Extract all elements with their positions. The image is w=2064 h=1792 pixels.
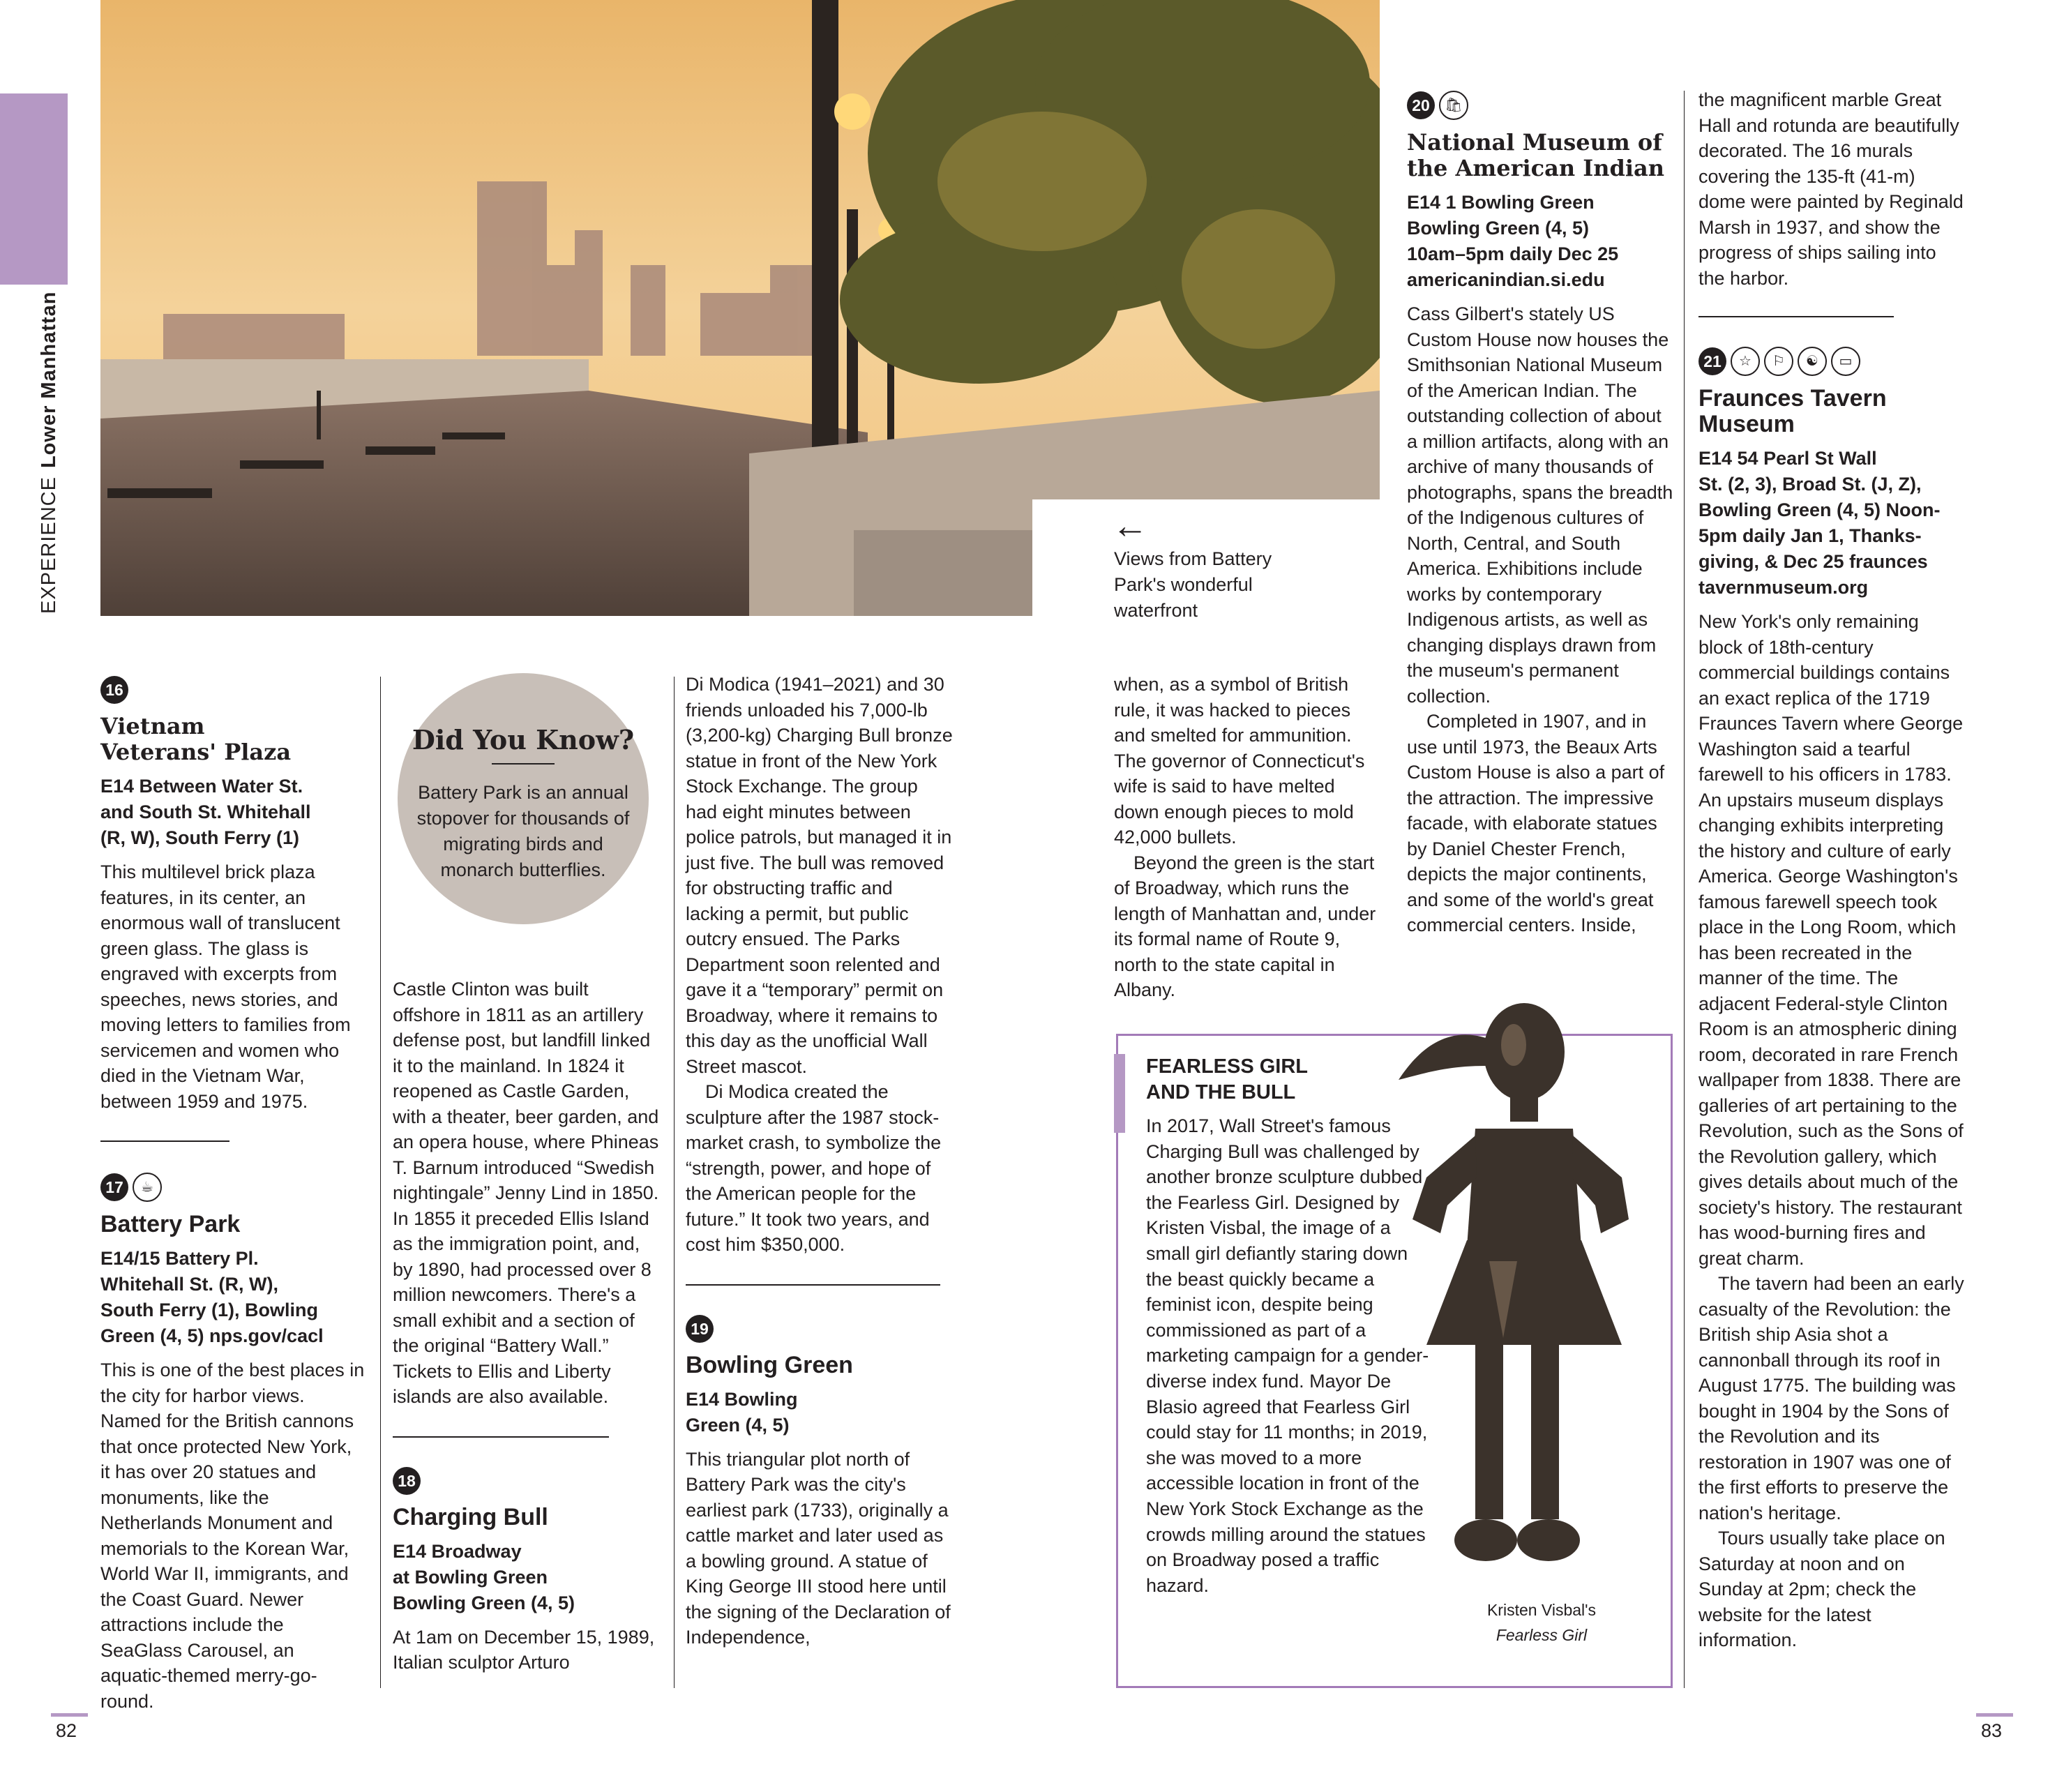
- info-line: E14 Bowling: [686, 1388, 798, 1410]
- info-line: E14 1 Bowling Green: [1407, 192, 1595, 213]
- feature-box-body: In 2017, Wall Street's famous Charging Bull was challenged by another bronze sculpture dubbed the Fearless Girl. Designed by Kristen Visbal, the image of a small girl defiantly staring down the beast quickly became a feminist icon, despite being commissioned as part of a marketing campaign for a gender-diverse index fund. Mayor De Blasio agreed that Fearless Girl could stay for 11 months; in 2019, she was moved to a more accessible location in front of the New York Stock Exchange as the crowds milling around the statues on Broadway posed a traffic hazard.: [1146, 1115, 1429, 1596]
- entry-body-2: The tavern had been an early casualty of the Revolution: the British ship Asia shot a cannonball through its roof in August 1775. The building was bought in 1904 by the Sons of the Revolution and its restoration in 1907 was one of the first efforts to preserve the nation's heritage.: [1698, 1273, 1964, 1523]
- bowling-green-text: when, as a symbol of British rule, it was hacked to pieces and smelted for ammunition. The governor of Connecticut's wife is said to have melted down enough pieces to mold 42,000 bullets.: [1114, 674, 1365, 848]
- fearless-girl-photo: [1399, 996, 1632, 1596]
- feature-box-accent: [1114, 1054, 1125, 1133]
- column-1: [100, 676, 366, 1714]
- entry-info: [686, 1387, 954, 1438]
- entry-info: [393, 1539, 661, 1616]
- feature-box-title-line: AND THE BULL: [1146, 1081, 1296, 1104]
- entry-title-line: National Museum of: [1407, 129, 1662, 156]
- entry-info: [100, 774, 366, 851]
- info-line: Green (4, 5) nps.gov/cacl: [100, 1325, 324, 1346]
- info-line: Bowling Green (4, 5): [393, 1592, 575, 1613]
- info-line: at Bowling Green: [393, 1566, 548, 1588]
- did-you-know-rule: [492, 763, 555, 765]
- entry-title: Bowling Green: [686, 1351, 853, 1378]
- entry-title-line: Fraunces Tavern: [1698, 385, 1887, 412]
- entry-number: 18: [393, 1467, 421, 1495]
- divider: [686, 1284, 940, 1286]
- entry-body: This is one of the best places in the city for harbor views. Named for the British cannons that once protected New York, it has over 20 statues and monuments, like the Netherlands Monument and memorials to the Korean War, World War II, immigrants, and the Coast Guard. Newer attractions include the SeaGlass Carousel, an aquatic-themed merry-go-round.: [100, 1360, 365, 1712]
- did-you-know-title: Did You Know?: [412, 724, 635, 755]
- entry-body-3: Tours usually take place on Saturday at noon and on Sunday at 2pm; check the website for the latest information.: [1698, 1528, 1945, 1650]
- info-line: Whitehall St. (R, W),: [100, 1274, 278, 1295]
- page-number-rule-left: [51, 1713, 88, 1717]
- info-line: 5pm daily Jan 1, Thanks-: [1698, 525, 1922, 546]
- bowling-green-text-2: Beyond the green is the start of Broadway, which runs the length of Manhattan and, under its formal name of Route 9, north to the state capital in Albany.: [1114, 852, 1376, 1000]
- divider: [1698, 316, 1894, 317]
- column-divider: [380, 677, 381, 1688]
- entry-title: [1407, 130, 1674, 181]
- section-label-experience: EXPERIENCE: [38, 476, 60, 614]
- arrow-left-icon: ←: [1112, 506, 1148, 546]
- entry-body: This multilevel brick plaza features, in its center, an enormous wall of translucent green glass. The glass is engraved with excerpts from speeches, news stories, and moving letters to families from servicemen and women who died in the Vietnam War, between 1959 and 1975.: [100, 861, 351, 1112]
- section-tab: [0, 93, 68, 285]
- column-2: [393, 977, 661, 1676]
- info-line: 10am–5pm daily Dec 25: [1407, 243, 1619, 264]
- photo-caption: [1114, 546, 1323, 624]
- entry-number: 17: [100, 1173, 128, 1201]
- castle-clinton-text: Castle Clinton was built offshore in 1811 as an artillery defense post, but landfill linked it to the mainland. In 1824 it reopened as Castle Garden, with a theater, beer garden, and an opera house, where Phineas T. Barnum introduced “Swedish nightingale” Jenny Lind in 1850. In 1855 it preceded Ellis Island as the immigration point, and, by 1890, had processed over 8 million newcomers. There's a small exhibit and a section of the original “Battery Wall.” Tickets to Ellis and Liberty islands are also available.: [393, 979, 659, 1407]
- column-5: [1407, 91, 1674, 938]
- divider: [393, 1436, 609, 1438]
- photo-caption-line: waterfront: [1114, 600, 1198, 621]
- page-number-right: 83: [1981, 1720, 2003, 1741]
- entry-title-line: Museum: [1698, 411, 1795, 437]
- info-line: Bowling Green (4, 5) Noon-: [1698, 499, 1941, 520]
- entry-body: At 1am on December 15, 1989, Italian sculptor Arturo: [393, 1626, 655, 1673]
- info-line: Bowling Green (4, 5): [1407, 218, 1590, 239]
- entry-body-2: Completed in 1907, and in use until 1973, the Beaux Arts Custom House is also a part of the attraction. The impressive facade, with elaborate statues by Daniel Chester French, depicts the major continents, and some of the world's great commercial centers. Inside,: [1407, 711, 1665, 935]
- shopping-bag-icon: ▭: [1831, 347, 1860, 376]
- info-line: E14 Between Water St.: [100, 776, 303, 797]
- feature-box-title: [1146, 1054, 1308, 1106]
- info-line: tavernmuseum.org: [1698, 577, 1869, 598]
- cafe-icon: ☕: [133, 1173, 162, 1202]
- entry-info: [100, 1246, 366, 1349]
- restaurant-icon: ☯: [1798, 347, 1827, 376]
- fearless-girl-caption: [1451, 1597, 1632, 1648]
- info-line: E14/15 Battery Pl.: [100, 1248, 259, 1269]
- column-6: [1698, 87, 1966, 1653]
- info-line: South Ferry (1), Bowling: [100, 1300, 319, 1320]
- shopping-bag-icon: 🛍: [1439, 91, 1468, 120]
- section-label-name: Lower Manhattan: [38, 291, 60, 469]
- entry-number: 21: [1698, 347, 1726, 375]
- charging-bull-text: Di Modica (1941–2021) and 30 friends unloaded his 7,000-lb (3,200-kg) Charging Bull bronze statue in front of the New York Stock Exchange. The group had eight minutes between police patrols, but managed it in just five. The bull was removed for obstructing traffic and lacking a permit, but public outcry ensued. The Parks Department soon relented and gave it a “temporary” permit on Broadway, where it remains to this day as the unofficial Wall Street mascot.: [686, 674, 953, 1077]
- custom-house-text: the magnificent marble Great Hall and rotunda are beautifully decorated. The 16 murals covering the 135-ft (41-m) dome were painted by Reginald Marsh in 1937, and show the progress of ships sailing into the harbor.: [1698, 89, 1964, 289]
- entry-title: [100, 714, 366, 765]
- entry-number: 19: [686, 1315, 714, 1343]
- info-line: americanindian.si.edu: [1407, 269, 1605, 290]
- info-line: giving, & Dec 25 fraunces: [1698, 551, 1928, 572]
- caption-line: Kristen Visbal's: [1486, 1601, 1597, 1619]
- info-line: (R, W), South Ferry (1): [100, 827, 299, 848]
- info-line: E14 54 Pearl St Wall: [1698, 448, 1877, 469]
- entry-title-line: Veterans' Plaza: [100, 739, 292, 765]
- entry-info: [1698, 446, 1966, 601]
- info-line: Green (4, 5): [686, 1414, 790, 1436]
- entry-title-line: Vietnam: [100, 713, 205, 739]
- map-icon: ⚐: [1764, 347, 1793, 376]
- entry-body: New York's only remaining block of 18th-century commercial buildings contains an exact replica of the 1719 Fraunces Tavern where George Washington said a tearful farewell to his officers in 1783. An upstairs museum displays changing exhibits interpreting the history and culture of early America. George Washington's famous farewell speech took place in the Long Room, which has been recreated in the manner of the time. The adjacent Federal-style Clinton Room is an atmospheric dining room, decorated in rare French wallpaper from 1838. There are galleries of art pertaining to the Revolution, such as the Sons of the Revolution gallery, which gives details about much of the society's history. The restaurant has wood-burning fires and great charm.: [1698, 611, 1964, 1269]
- photo-caption-line: Views from Battery: [1114, 548, 1272, 569]
- charging-bull-text-2: Di Modica created the sculpture after the 1987 stock-market crash, to symbolize the “strength, power, and hope of the American people for the future.” It took two years, and cost him $350,000.: [686, 1081, 942, 1255]
- page-number-left: 82: [56, 1720, 77, 1741]
- entry-title: [1698, 386, 1966, 437]
- did-you-know-body: Battery Park is an annual stopover for thousands of migrating birds and monarch butterflies.: [416, 782, 630, 880]
- entry-title: Charging Bull: [393, 1503, 548, 1530]
- feature-box-title-line: FEARLESS GIRL: [1146, 1055, 1309, 1078]
- page-number-rule-right: [1976, 1713, 2013, 1717]
- entry-title: Battery Park: [100, 1211, 241, 1237]
- column-divider: [674, 677, 675, 1688]
- info-line: and South St. Whitehall: [100, 801, 311, 822]
- photo-caption-line: Park's wonderful: [1114, 574, 1253, 595]
- entry-body: This triangular plot north of Battery Park was the city's earliest park (1733), originally a cattle market and later used as a bowling ground. A statue of King George III stood here until the signing of the Declaration of Independence,: [686, 1448, 951, 1648]
- caption-line: Fearless Girl: [1496, 1626, 1588, 1644]
- info-line: St. (2, 3), Broad St. (J, Z),: [1698, 474, 1922, 495]
- entry-info: [1407, 190, 1674, 293]
- entry-body: Cass Gilbert's stately US Custom House now houses the Smithsonian National Museum of the American Indian. The outstanding collection of about a million artifacts, along with an archive of many thousands of photographs, spans the breadth of the Indigenous cultures of North, Central, and South America. Exhibitions include works by contemporary Indigenous artists, as well as changing displays drawn from the museum's permanent collection.: [1407, 303, 1673, 707]
- info-line: E14 Broadway: [393, 1540, 522, 1562]
- column-4: [1114, 672, 1382, 1003]
- column-divider: [1684, 91, 1685, 1688]
- museum-icon: ☆: [1731, 347, 1760, 376]
- column-3: [686, 672, 954, 1650]
- entry-title-line: the American Indian: [1407, 155, 1664, 181]
- section-label: [38, 292, 61, 614]
- entry-number: 20: [1407, 91, 1435, 119]
- entry-number: 16: [100, 676, 128, 704]
- divider: [100, 1140, 229, 1142]
